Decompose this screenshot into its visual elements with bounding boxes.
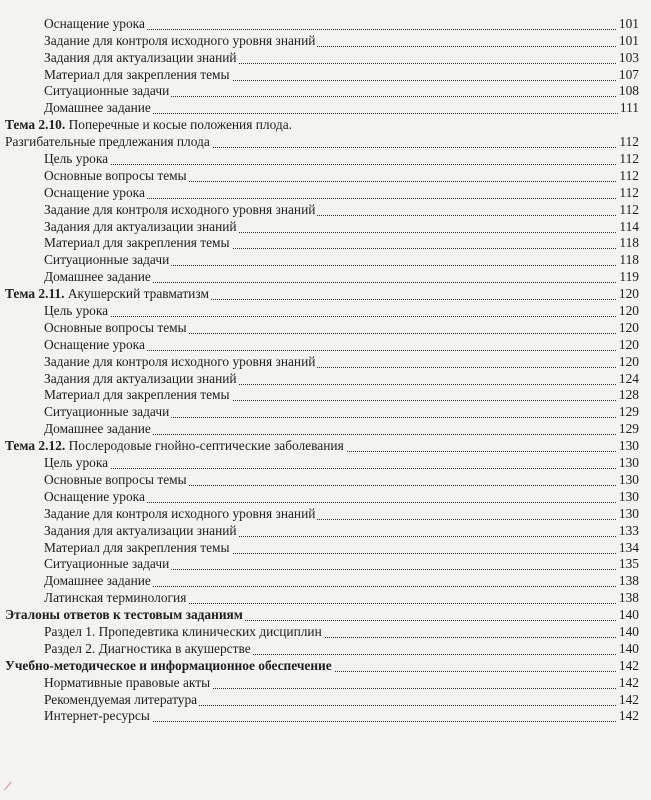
toc-page-number: 111 — [619, 100, 639, 116]
toc-entry-text: Оснащение урока — [44, 336, 145, 352]
toc-entry-text: Разгибательные предлежания плода — [5, 134, 210, 150]
toc-page-number: 107 — [618, 66, 639, 82]
toc-entry — [0, 641, 651, 658]
toc-section-label: Тема 2.12. — [5, 438, 66, 454]
toc-entry — [0, 236, 651, 253]
toc-entry — [0, 675, 651, 692]
toc-entry-text: Ситуационные задачи — [44, 252, 170, 268]
toc-entry-text: Задания для актуализации знаний — [44, 49, 237, 65]
toc-entry — [0, 84, 651, 101]
toc-entry-title — [44, 372, 239, 385]
toc-entry — [0, 692, 651, 709]
toc-entry-title — [44, 507, 317, 520]
toc-entry-text: Поперечные и косые положения плода. — [68, 117, 292, 133]
toc-entry — [0, 320, 651, 337]
toc-entry — [0, 472, 651, 489]
toc-entry-title — [44, 591, 188, 604]
toc-page-number: 120 — [618, 286, 639, 302]
toc-entry — [0, 286, 651, 303]
toc-entry-title — [44, 51, 239, 64]
toc-entry — [0, 16, 651, 33]
toc-entry-text: Материал для закрепления темы — [44, 539, 230, 555]
toc-entry-text: Оснащение урока — [44, 15, 145, 31]
toc-entry — [0, 67, 651, 84]
toc-page-number: 133 — [618, 522, 639, 538]
toc-entry-text: Материал для закрепления темы — [44, 235, 230, 251]
toc-section-label: Тема 2.10. — [5, 117, 66, 133]
toc-entry-title — [44, 557, 171, 570]
toc-entry — [0, 151, 651, 168]
toc-entry-title — [44, 422, 153, 435]
toc-entry-title — [44, 253, 171, 266]
toc-entry-title — [44, 709, 152, 722]
toc-entry-title — [44, 541, 232, 554]
toc-page-number: 114 — [619, 218, 639, 234]
toc-page-number: 120 — [618, 353, 639, 369]
dot-leader — [44, 163, 618, 165]
toc-page-number: 130 — [618, 471, 639, 487]
toc-entry-title — [44, 338, 147, 351]
toc-entry-title — [44, 17, 147, 30]
toc-entry-text: Задания для актуализации знаний — [44, 522, 237, 538]
toc-page-number: 112 — [619, 184, 639, 200]
toc-entry-title — [44, 693, 199, 706]
toc-entry — [0, 709, 651, 726]
toc-page-number: 130 — [618, 505, 639, 521]
toc-section-label: Учебно-методическое и информационное обеспечение — [5, 657, 332, 673]
toc-entry — [0, 489, 651, 506]
toc-entry — [0, 421, 651, 438]
toc-entry-text: Раздел 2. Диагностика в акушерстве — [44, 640, 251, 656]
toc-entry — [0, 354, 651, 371]
toc-page-number: 120 — [618, 319, 639, 335]
toc-page-number: 140 — [618, 623, 639, 639]
toc-entry-text: Цель урока — [44, 455, 109, 471]
toc-entry-text: Послеродовые гнойно-септические заболевания — [68, 438, 344, 454]
toc-entry — [0, 50, 651, 67]
toc-entry-text: Материал для закрепления темы — [44, 387, 230, 403]
toc-page-number: 138 — [618, 590, 639, 606]
toc-entry-text: Домашнее задание — [44, 269, 151, 285]
table-of-contents — [0, 16, 651, 725]
toc-entry-title — [44, 490, 147, 503]
toc-entry — [0, 303, 651, 320]
toc-entry — [0, 624, 651, 641]
toc-entry-title — [44, 186, 147, 199]
toc-entry-text: Задание для контроля исходного уровня знаний — [44, 505, 316, 521]
toc-entry-title — [44, 220, 239, 233]
toc-entry — [0, 252, 651, 269]
toc-entry-title — [44, 236, 232, 249]
toc-entry-text: Основные вопросы темы — [44, 167, 187, 183]
toc-page-number: 118 — [619, 252, 639, 268]
toc-entry — [0, 455, 651, 472]
toc-page-number: 120 — [618, 336, 639, 352]
toc-entry-text: Материал для закрепления темы — [44, 66, 230, 82]
toc-entry-title — [44, 152, 110, 165]
toc-entry-title — [5, 439, 346, 452]
toc-entry-title — [5, 659, 334, 672]
toc-entry-title — [44, 642, 253, 655]
toc-page-number: 112 — [619, 134, 639, 150]
toc-entry — [0, 117, 651, 134]
toc-entry-title — [44, 34, 317, 47]
toc-page-number: 118 — [619, 235, 639, 251]
toc-page-number: 130 — [618, 438, 639, 454]
toc-page-number: 129 — [618, 421, 639, 437]
toc-entry — [0, 168, 651, 185]
toc-entry-title — [44, 676, 212, 689]
toc-entry — [0, 202, 651, 219]
toc-entry — [0, 337, 651, 354]
toc-entry-title — [44, 524, 239, 537]
toc-entry-text: Оснащение урока — [44, 488, 145, 504]
toc-entry-text: Цель урока — [44, 151, 109, 167]
toc-page-number: 103 — [618, 49, 639, 65]
toc-page-number: 101 — [618, 15, 639, 31]
toc-entry-title — [44, 101, 153, 114]
toc-entry-title — [44, 405, 171, 418]
toc-section-label: Тема 2.11. — [5, 286, 65, 302]
toc-page-number: 112 — [619, 167, 639, 183]
toc-entry-text: Задание для контроля исходного уровня знаний — [44, 353, 316, 369]
toc-entry-text: Рекомендуемая литература — [44, 691, 198, 707]
toc-entry-title — [44, 169, 189, 182]
toc-entry — [0, 523, 651, 540]
toc-entry — [0, 573, 651, 590]
toc-entry-title — [44, 473, 189, 486]
toc-entry-text: Интернет-ресурсы — [44, 708, 150, 724]
toc-entry — [0, 557, 651, 574]
toc-page-number: 124 — [618, 370, 639, 386]
toc-page-number: 138 — [618, 573, 639, 589]
toc-entry — [0, 404, 651, 421]
toc-entry-text: Задание для контроля исходного уровня знаний — [44, 201, 316, 217]
toc-entry — [0, 134, 651, 151]
toc-entry — [0, 658, 651, 675]
toc-entry-title — [5, 118, 294, 131]
toc-page-number: 142 — [618, 708, 639, 724]
toc-entry-text: Ситуационные задачи — [44, 556, 170, 572]
toc-page-number: 101 — [618, 32, 639, 48]
toc-page-number: 142 — [618, 674, 639, 690]
toc-entry-text: Задания для актуализации знаний — [44, 218, 237, 234]
toc-entry-title — [44, 388, 232, 401]
toc-entry-text: Основные вопросы темы — [44, 471, 187, 487]
toc-entry — [0, 438, 651, 455]
toc-entry — [0, 590, 651, 607]
toc-entry-title — [44, 68, 232, 81]
toc-entry-title — [44, 625, 324, 638]
toc-entry-title — [44, 203, 317, 216]
toc-entry — [0, 219, 651, 236]
toc-entry-text: Цель урока — [44, 303, 109, 319]
toc-page-number: 130 — [618, 488, 639, 504]
toc-entry-title — [44, 456, 110, 469]
toc-page-number: 142 — [618, 657, 639, 673]
toc-page-number: 142 — [618, 691, 639, 707]
toc-page-number: 140 — [618, 607, 639, 623]
toc-entry-text: Домашнее задание — [44, 573, 151, 589]
toc-page-number: 112 — [619, 151, 639, 167]
toc-page-number: 128 — [618, 387, 639, 403]
toc-entry — [0, 100, 651, 117]
toc-entry-text: Задания для актуализации знаний — [44, 370, 237, 386]
toc-entry — [0, 540, 651, 557]
toc-entry-text: Домашнее задание — [44, 100, 151, 116]
toc-page-number: 112 — [619, 201, 639, 217]
toc-entry-title — [44, 304, 110, 317]
toc-entry-text: Ситуационные задачи — [44, 83, 170, 99]
toc-entry-title — [44, 84, 171, 97]
toc-section-label: Эталоны ответов к тестовым заданиям — [5, 607, 243, 623]
toc-entry — [0, 607, 651, 624]
toc-entry-title — [44, 321, 189, 334]
toc-entry-text: Оснащение урока — [44, 184, 145, 200]
toc-entry-title — [44, 574, 153, 587]
toc-page-number: 120 — [618, 303, 639, 319]
toc-entry — [0, 269, 651, 286]
toc-entry-text: Акушерский травматизм — [67, 286, 209, 302]
toc-entry-title — [5, 135, 212, 148]
toc-entry-title — [5, 287, 211, 300]
toc-entry-text: Задание для контроля исходного уровня знаний — [44, 32, 316, 48]
toc-entry-title — [44, 355, 317, 368]
toc-entry-text: Латинская терминология — [44, 590, 187, 606]
toc-entry-title — [44, 270, 153, 283]
toc-page-number: 108 — [618, 83, 639, 99]
toc-entry-text: Нормативные правовые акты — [44, 674, 211, 690]
toc-entry-title — [5, 608, 245, 621]
toc-page-number: 119 — [619, 269, 639, 285]
toc-entry-text: Раздел 1. Пропедевтика клинических дисциплин — [44, 623, 322, 639]
toc-page-number: 140 — [618, 640, 639, 656]
toc-entry — [0, 506, 651, 523]
toc-entry — [0, 388, 651, 405]
toc-page-number: 130 — [618, 455, 639, 471]
toc-page-number: 135 — [618, 556, 639, 572]
toc-page-number: 134 — [618, 539, 639, 555]
toc-entry-text: Ситуационные задачи — [44, 404, 170, 420]
toc-entry-text: Основные вопросы темы — [44, 319, 187, 335]
toc-entry — [0, 33, 651, 50]
corner-marker: ⟋ — [4, 780, 12, 793]
toc-entry-text: Домашнее задание — [44, 421, 151, 437]
toc-entry — [0, 371, 651, 388]
dot-leader — [44, 467, 618, 469]
toc-page-number: 129 — [618, 404, 639, 420]
dot-leader — [44, 315, 618, 317]
toc-entry — [0, 185, 651, 202]
